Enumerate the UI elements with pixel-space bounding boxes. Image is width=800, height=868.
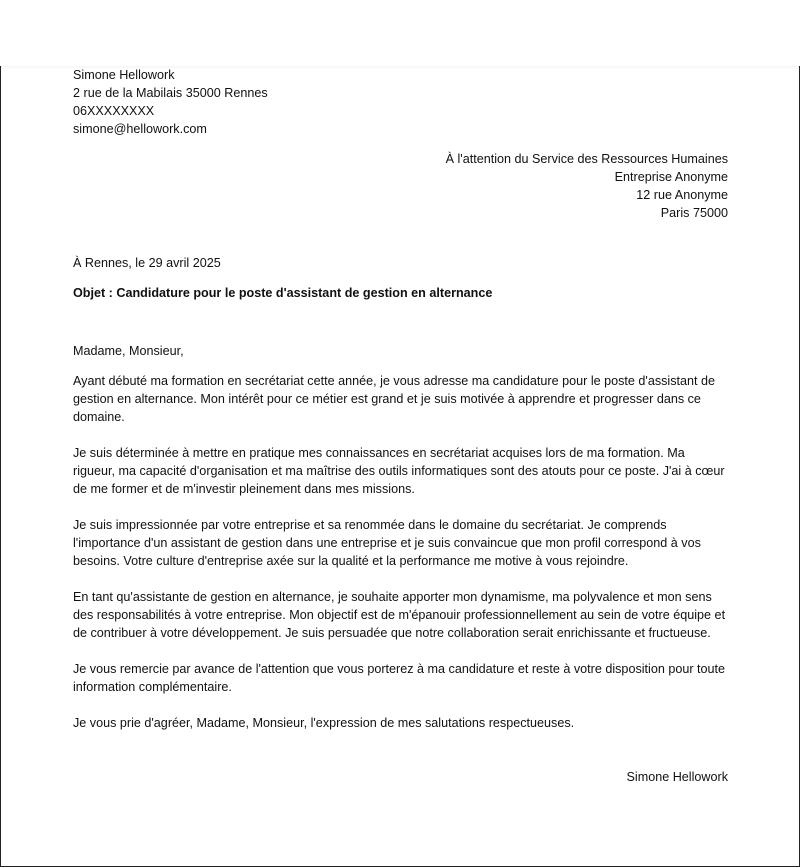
sender-address: 2 rue de la Mabilais 35000 Rennes [73, 86, 268, 100]
letter-content [73, 66, 728, 786]
body-paragraph-2: Je suis déterminée à mettre en pratique mes connaissances en secrétariat acquises lors de ma formation. Ma rigueur, ma capacité d'organisation et ma maîtrise des outils informatiques sont des atouts pour ce poste. J'ai à cœur de me former et de m'investir pleinement dans mes missions. [73, 446, 725, 496]
letter-page [0, 66, 800, 867]
recipient-city: Paris 75000 [660, 206, 728, 220]
sender-email: simone@hellowork.com [73, 122, 207, 136]
recipient-company: Entreprise Anonyme [614, 170, 728, 184]
top-bar [0, 0, 800, 66]
sender-block [73, 66, 728, 138]
date-line: À Rennes, le 29 avril 2025 [73, 256, 221, 270]
recipient-attention: À l'attention du Service des Ressources Humaines [445, 152, 728, 166]
sender-name: Simone Hellowork [73, 68, 175, 82]
recipient-street: 12 rue Anonyme [636, 188, 728, 202]
sender-phone: 06XXXXXXXX [73, 104, 155, 118]
greeting: Madame, Monsieur, [73, 344, 184, 358]
subject-line: Objet : Candidature pour le poste d'assistant de gestion en alternance [73, 286, 493, 300]
body-paragraph-4: En tant qu'assistante de gestion en alternance, je souhaite apporter mon dynamisme, ma polyvalence et mon sens des responsabilités à votre entreprise. Mon objectif est de m'épanouir professionnellement au sein de votre équipe et de contribuer à votre développement. Je suis persuadée que notre collaboration serait enrichissante et fructueuse. [73, 590, 726, 640]
closing-line: Je vous prie d'agréer, Madame, Monsieur, l'expression de mes salutations respectueuses. [73, 716, 575, 730]
signature: Simone Hellowork [626, 770, 728, 784]
body-paragraph-3: Je suis impressionnée par votre entreprise et sa renommée dans le domaine du secrétariat. Je comprends l'importance d'un assistant de gestion dans une entreprise et je suis convaincue que mon profil correspond à vos besoins. Votre culture d'entreprise axée sur la qualité et la performance me motive à vous rejoindre. [73, 518, 701, 568]
body-paragraph-5: Je vous remercie par avance de l'attention que vous porterez à ma candidature et reste à votre disposition pour toute information complémentaire. [73, 662, 726, 694]
body-paragraph-1: Ayant débuté ma formation en secrétariat cette année, je vous adresse ma candidature pour le poste d'assistant de gestion en alternance. Mon intérêt pour ce métier est grand et je suis motivée à apprendre et progresser dans ce domaine. [73, 374, 716, 424]
recipient-block [73, 150, 728, 222]
